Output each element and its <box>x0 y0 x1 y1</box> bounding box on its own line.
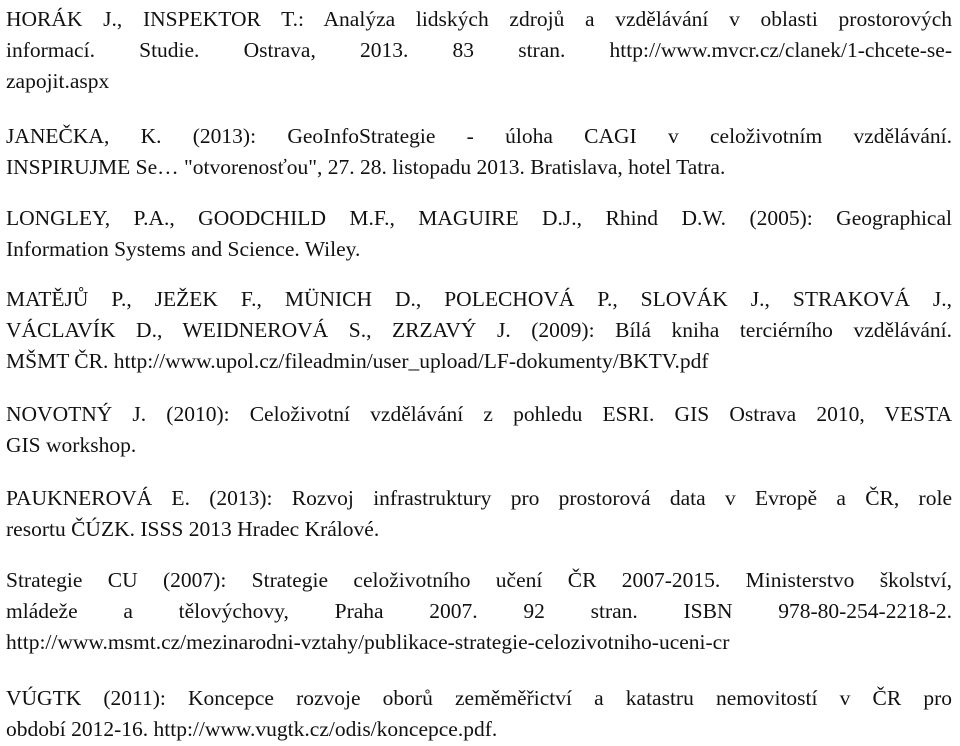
reference-longley <box>6 203 952 265</box>
reference-novotny <box>6 399 952 461</box>
reference-line: INSPIRUJME Se… "otvorenosťou", 27. 28. listopadu 2013. Bratislava, hotel Tatra. <box>6 155 726 179</box>
reference-line: informací. Studie. Ostrava, 2013. 83 stran. http://www.mvcr.cz/clanek/1-chcete-se- <box>6 38 952 62</box>
reference-line: GIS workshop. <box>6 433 137 457</box>
reference-line: resortu ČÚZK. ISSS 2013 Hradec Králové. <box>6 517 380 541</box>
reference-horak <box>6 4 952 97</box>
reference-mateju <box>6 284 952 377</box>
reference-line: http://www.msmt.cz/mezinarodni-vztahy/publikace-strategie-celozivotniho-uceni-cr <box>6 630 730 654</box>
reference-line: zapojit.aspx <box>6 69 110 93</box>
reference-line: PAUKNEROVÁ E. (2013): Rozvoj infrastruktury pro prostorová data v Evropě a ČR, role <box>6 486 952 510</box>
reference-line: mládeže a tělovýchovy, Praha 2007. 92 stran. ISBN 978-80-254-2218-2. <box>6 599 952 623</box>
reference-line: JANEČKA, K. (2013): GeoInfoStrategie - úloha CAGI v celoživotním vzdělávání. <box>6 124 952 148</box>
reference-line: NOVOTNÝ J. (2010): Celoživotní vzdělávání z pohledu ESRI. GIS Ostrava 2010, VESTA <box>6 402 952 426</box>
reference-vugtk <box>6 683 952 745</box>
reference-line: MATĚJŮ P., JEŽEK F., MÜNICH D., POLECHOVÁ P., SLOVÁK J., STRAKOVÁ J., <box>6 287 952 311</box>
reference-line: HORÁK J., INSPEKTOR T.: Analýza lidských zdrojů a vzdělávání v oblasti prostorových <box>6 7 952 31</box>
reference-line: LONGLEY, P.A., GOODCHILD M.F., MAGUIRE D.J., Rhind D.W. (2005): Geographical <box>6 206 952 230</box>
reference-pauknerova <box>6 483 952 545</box>
reference-janecka <box>6 121 952 183</box>
reference-line: VÁCLAVÍK D., WEIDNEROVÁ S., ZRZAVÝ J. (2009): Bílá kniha terciérního vzdělávání. <box>6 318 952 342</box>
reference-line: Strategie CU (2007): Strategie celoživotního učení ČR 2007-2015. Ministerstvo školství, <box>6 568 952 592</box>
reference-line: Information Systems and Science. Wiley. <box>6 237 361 261</box>
reference-strategie-cu <box>6 565 952 658</box>
reference-line: období 2012-16. http://www.vugtk.cz/odis/koncepce.pdf. <box>6 717 498 741</box>
reference-line: VÚGTK (2011): Koncepce rozvoje oborů zeměměřictví a katastru nemovitostí v ČR pro <box>6 686 952 710</box>
reference-line: MŠMT ČR. http://www.upol.cz/fileadmin/user_upload/LF-dokumenty/BKTV.pdf <box>6 349 709 373</box>
